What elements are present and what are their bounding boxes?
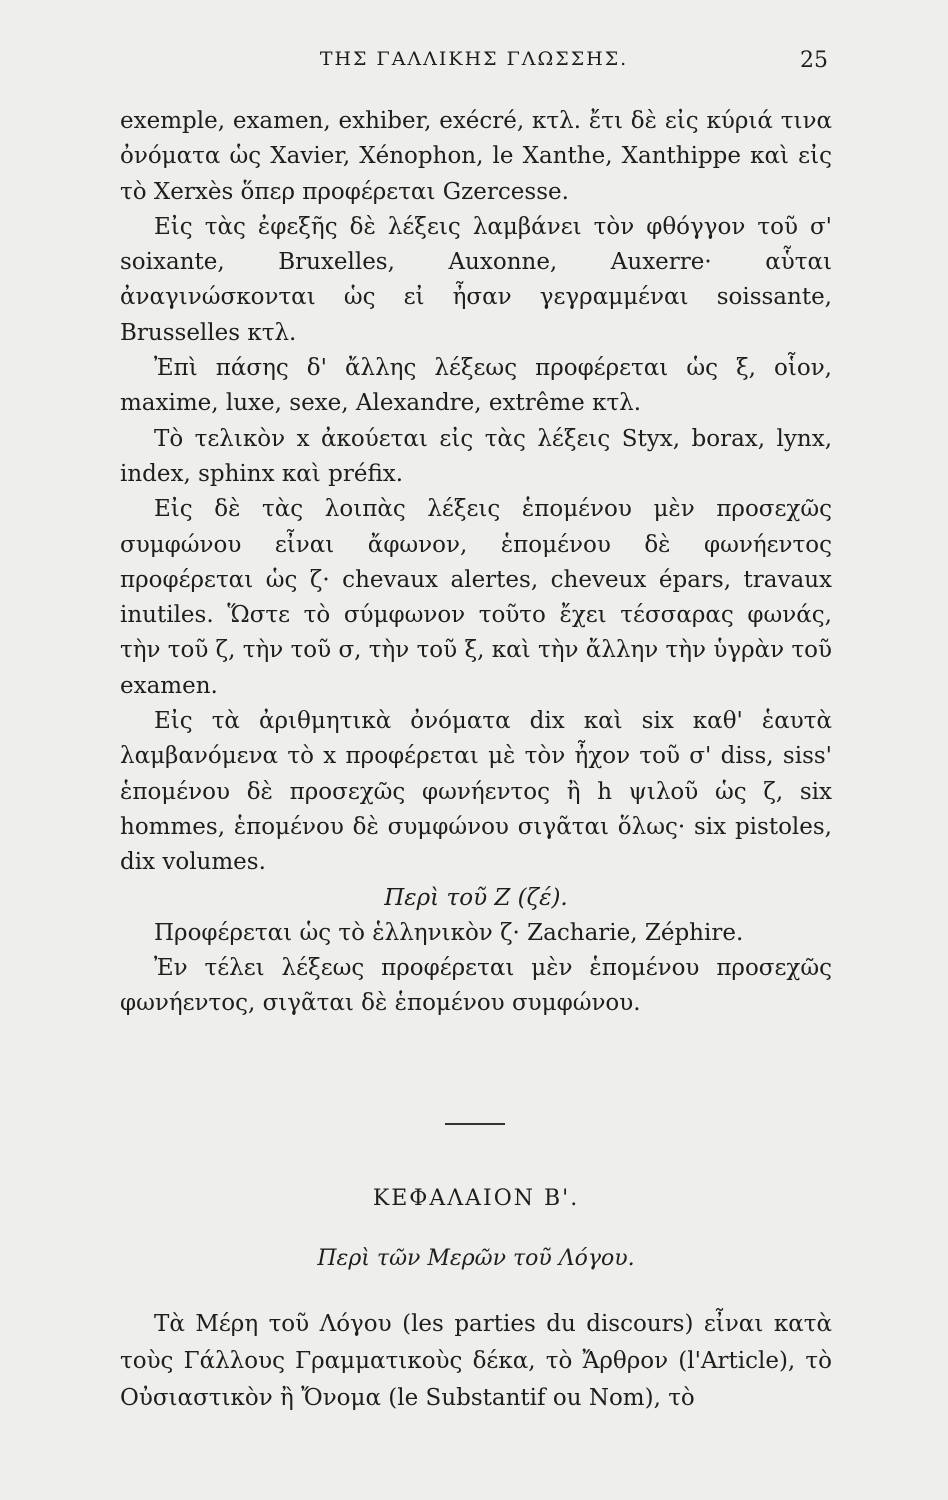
body-text bbox=[120, 104, 832, 1022]
paragraph: Εἰς τὰ ἀριθμητικὰ ὀνόματα dix καὶ six καθ' ἑαυτὰ λαμβανόμενα τὸ x προφέρεται μὲ τὸν ἦχον τοῦ σ' diss, siss' ἑπομένου δὲ προσεχῶς φωνήεντος ἢ h ψιλοῦ ὡς ζ, six hommes, ἑπομένου δὲ συμφώνου σιγᾶται ὅλως· six pistoles, dix volumes. bbox=[120, 708, 832, 876]
paragraph: Ἐπὶ πάσης δ' ἄλλης λέξεως προφέρεται ὡς ξ, οἷον, maxime, luxe, sexe, Alexandre, extrême κτλ. bbox=[120, 355, 832, 417]
paragraph: Τὸ τελικὸν x ἀκούεται εἰς τὰς λέξεις Styx, borax, lynx, index, sphinx καὶ préfix. bbox=[120, 425, 832, 487]
paragraph: Εἰς τὰς ἐφεξῆς δὲ λέξεις λαμβάνει τὸν φθόγγον τοῦ σ' soixante, Bruxelles, Auxonne, Auxerre· αὗται ἀναγινώσκονται ὡς εἰ ἦσαν γεγραμμέναι soissante, Brusselles κτλ. bbox=[120, 213, 832, 346]
paragraph: Τὰ Μέρη τοῦ Λόγου (les parties du discours) εἶναι κατὰ τοὺς Γάλλους Γραμματικοὺς δέκα, τὸ Ἄρθρον (l'Article), τὸ Οὐσιαστικὸν ἢ Ὄνομα (le Substantif ou Nom), τὸ bbox=[120, 1311, 832, 1411]
paragraph: exemple, examen, exhiber, exécré, κτλ. ἔτι δὲ εἰς κύριά τινα ὀνόματα ὡς Xavier, Xénophon, le Xanthe, Xanthippe καὶ εἰς τὸ Xerxès ὅπερ προφέρεται Gzercesse. bbox=[120, 108, 832, 205]
page-number: 25 bbox=[800, 48, 828, 73]
chapter-title: ΚΕΦΑΛΑΙΟΝ Β'. bbox=[372, 1186, 580, 1211]
paragraph: Εἰς δὲ τὰς λοιπὰς λέξεις ἑπομένου μὲν προσεχῶς συμφώνου εἶναι ἄφωνον, ἑπομένου δὲ φωνήεντος προφέρεται ὡς ζ· chevaux alertes, cheveux épars, travaux inutiles. Ὥστε τὸ σύμφωνον τοῦτο ἔχει τέσσαρας φωνάς, τὴν τοῦ ζ, τὴν τοῦ σ, τὴν τοῦ ξ, καὶ τὴν ἄλλην τὴν ὑγρὰν τοῦ examen. bbox=[120, 496, 832, 699]
page-header bbox=[120, 48, 828, 78]
paragraph: Προφέρεται ὡς τὸ ἑλληνικὸν ζ· Zacharie, Zéphire. bbox=[154, 919, 744, 946]
chapter-body-text bbox=[120, 1306, 832, 1417]
section-subheading: Περὶ τοῦ Z (ζέ). bbox=[384, 884, 568, 911]
chapter-subtitle: Περὶ τῶν Μερῶν τοῦ Λόγου. bbox=[317, 1246, 635, 1271]
section-divider bbox=[445, 1123, 505, 1125]
running-title: ΤΗΣ ΓΑΛΛΙΚΗΣ ΓΛΩΣΣΗΣ. bbox=[319, 48, 629, 70]
paragraph: Ἐν τέλει λέξεως προφέρεται μὲν ἑπομένου προσεχῶς φωνήεντος, σιγᾶται δὲ ἑπομένου συμφώνου. bbox=[120, 955, 832, 1017]
